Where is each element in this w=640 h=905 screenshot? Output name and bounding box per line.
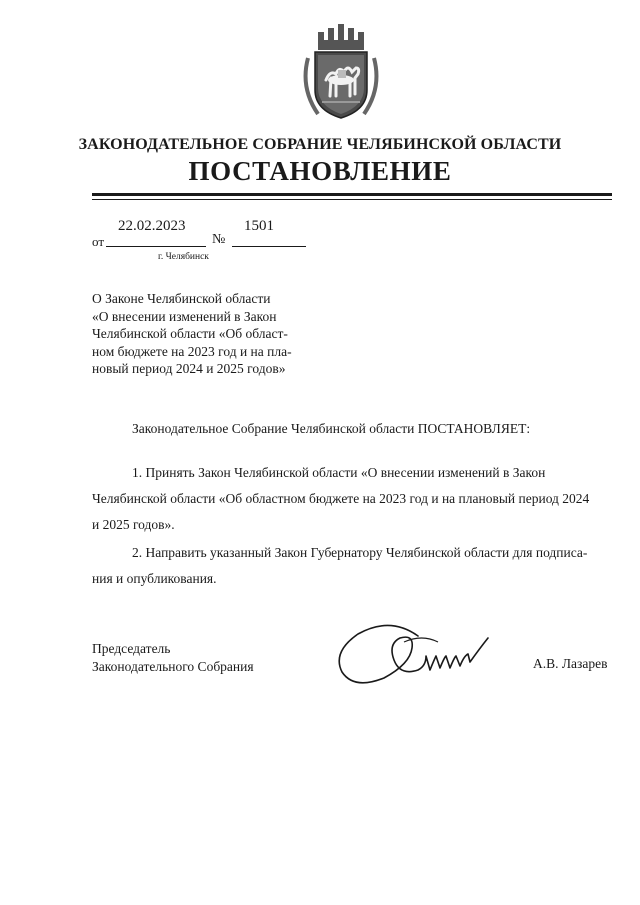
resolution-item-2 [92,540,610,592]
header-rule-thick [92,193,612,196]
number-label: № [212,232,226,247]
subject-line: Челябинской области «Об област- [92,326,288,341]
document-subject [92,290,304,378]
subject-line: О Законе Челябинской области [92,291,271,306]
signatory-title-line: Председатель [92,641,171,656]
signatory-title-line: Законодательного Собрания [92,659,254,674]
number-underline [232,246,306,247]
signatory-title [92,640,254,676]
preamble: Законодательное Собрание Челябинской области ПОСТАНОВЛЯЕТ: [132,421,531,436]
document-date: 22.02.2023 [118,218,186,234]
organization-title: ЗАКОНОДАТЕЛЬНОЕ СОБРАНИЕ ЧЕЛЯБИНСКОЙ ОБЛАСТИ [78,136,562,153]
subject-line: ном бюджете на 2023 год и на пла- [92,343,292,359]
chelyabinsk-coat-of-arms-icon [298,18,384,122]
item-line: Челябинской области «Об областном бюджете на 2023 год и на плановый период 2024 [92,491,590,506]
document-type-heading: ПОСТАНОВЛЕНИЕ [188,156,452,186]
item-line: и 2025 годов». [92,517,175,532]
date-label: от [92,234,105,249]
item-line: 1. Принять Закон Челябинской области «О внесении изменений в Закон [132,465,546,480]
document-number: 1501 [244,218,274,234]
item-line: 2. Направить указанный Закон Губернатору Челябинской области для подписа- [132,545,588,560]
signatory-name: А.В. Лазарев [533,656,608,671]
subject-line: «О внесении изменений в Закон [92,308,277,324]
resolution-item-1 [92,460,610,538]
date-underline [106,246,206,247]
header-rule-thin [92,199,612,200]
city-label: г. Челябинск [158,252,209,262]
item-line: ния и опубликования. [92,571,217,586]
handwritten-signature-icon [330,612,510,694]
subject-line: новый период 2024 и 2025 годов» [92,361,286,376]
